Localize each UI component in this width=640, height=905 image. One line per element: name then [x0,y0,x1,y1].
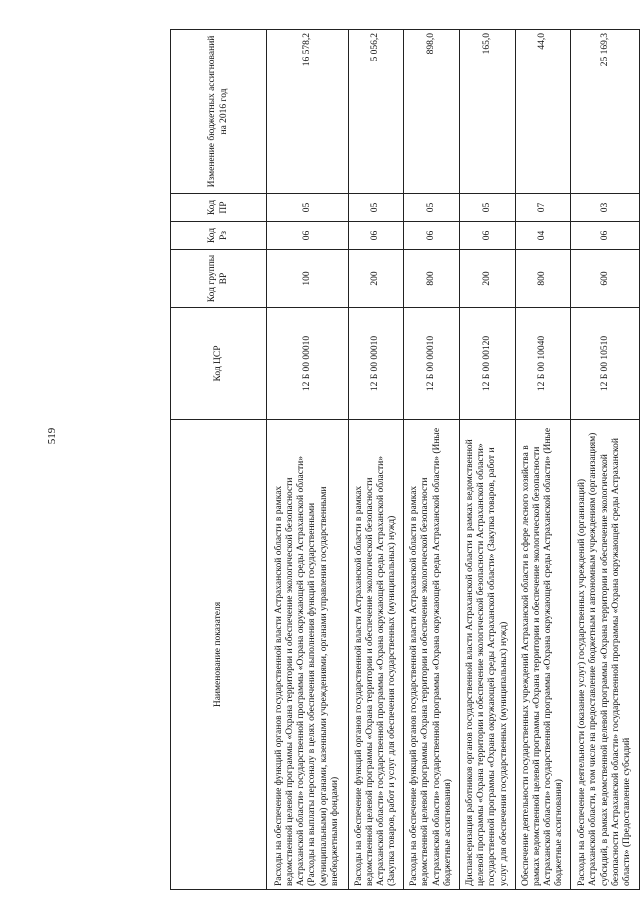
row-vr-code: 600 [571,250,640,308]
table-row [348,30,404,890]
table-row [515,30,571,890]
row-pr-code: 05 [267,194,349,222]
row-vr-code: 200 [348,250,404,308]
table-header-row [171,30,267,890]
header-pr-code: Код ПР [171,194,267,222]
row-csr-code: 12 Б 00 10040 [515,308,571,420]
row-rz-code: 06 [267,222,349,250]
header-csr-code: Код ЦСР [171,308,267,420]
budget-table [170,29,640,890]
row-rz-code: 06 [404,222,460,250]
header-vr-code: Код группы ВР [171,250,267,308]
rotated-table-content [170,30,640,890]
row-vr-code: 100 [267,250,349,308]
row-sum: 898,0 [404,30,460,194]
row-sum: 5 056,2 [348,30,404,194]
row-name: Расходы на обеспечение функций органов государственной власти Астраханской области в рамках ведомственной целевой программы «Охрана территории и обеспечение экологической безопасности Астраханской области» государственной программы «Охрана окружающей среды Астраханской области» (Расходы на выплаты персоналу в целях обеспечения выполнения функций государственными (муниципальными) органами, казенными учреждениями, органами управления государственными внебюджетными фондами) [267,420,349,890]
table-row [460,30,516,890]
row-csr-code: 12 Б 00 00010 [267,308,349,420]
header-name: Наименование показателя [171,420,267,890]
row-sum: 16 578,2 [267,30,349,194]
row-name: Расходы на обеспечение деятельности (оказание услуг) государственных учреждений (организаций) Астраханской области, в том числе на предоставление бюджетным и автономным учреждениям (организациям) субсидий, в рамках ведомственной целевой программы «Охрана территории и обеспечение экологической безопасности Астраханской области» государственной программы «Охрана окружающей среды Астраханской области» (Предоставление субсидий [571,420,640,890]
row-csr-code: 12 Б 00 00120 [460,308,516,420]
row-rz-code: 04 [515,222,571,250]
row-sum: 165,0 [460,30,516,194]
row-name: Диспансеризация работников органов государственной власти Астраханской области в рамках ведомственной целевой программы «Охрана территории и обеспечение экологической безопасности Астраханской области» государственной программы «Охрана окружающей среды Астраханской области» (Закупка товаров, работ и услуг для обеспечения государственных (муниципальных) нужд) [460,420,516,890]
row-sum: 25 169,3 [571,30,640,194]
row-name: Обеспечение деятельности государственных учреждений Астраханской области в сфере лесного хозяйства в рамках ведомственной целевой программы «Охрана территории и обеспечение экологической безопасности Астраханской области» государственной программы «Охрана окружающей среды Астраханской области» (Иные бюджетные ассигнования) [515,420,571,890]
row-csr-code: 12 Б 00 10510 [571,308,640,420]
page-number: 519 [46,427,58,445]
row-csr-code: 12 Б 00 00010 [404,308,460,420]
row-vr-code: 800 [404,250,460,308]
row-vr-code: 200 [460,250,516,308]
row-sum: 44,0 [515,30,571,194]
row-name: Расходы на обеспечение функций органов государственной власти Астраханской области в рамках ведомственной целевой программы «Охрана территории и обеспечение экологической безопасности Астраханской области» государственной программы «Охрана окружающей среды Астраханской области» (Иные бюджетные ассигнования) [404,420,460,890]
header-sum: Изменение бюджетных ассигнований на 2016 год [171,30,267,194]
row-pr-code: 03 [571,194,640,222]
row-rz-code: 06 [348,222,404,250]
row-rz-code: 06 [460,222,516,250]
row-vr-code: 800 [515,250,571,308]
row-pr-code: 05 [348,194,404,222]
rotated-table-region [170,30,640,890]
row-csr-code: 12 Б 00 00010 [348,308,404,420]
header-rz-code: Код Рз [171,222,267,250]
row-name: Расходы на обеспечение функций органов государственной власти Астраханской области в рамках ведомственной целевой программы «Охрана территории и обеспечение экологической безопасности Астраханской области» государственной программы «Охрана окружающей среды Астраханской области» (Закупка товаров, работ и услуг для обеспечения государственных (муниципальных) нужд) [348,420,404,890]
table-row [404,30,460,890]
table-row [571,30,640,890]
row-pr-code: 07 [515,194,571,222]
row-pr-code: 05 [404,194,460,222]
table-row [267,30,349,890]
row-rz-code: 06 [571,222,640,250]
row-pr-code: 05 [460,194,516,222]
